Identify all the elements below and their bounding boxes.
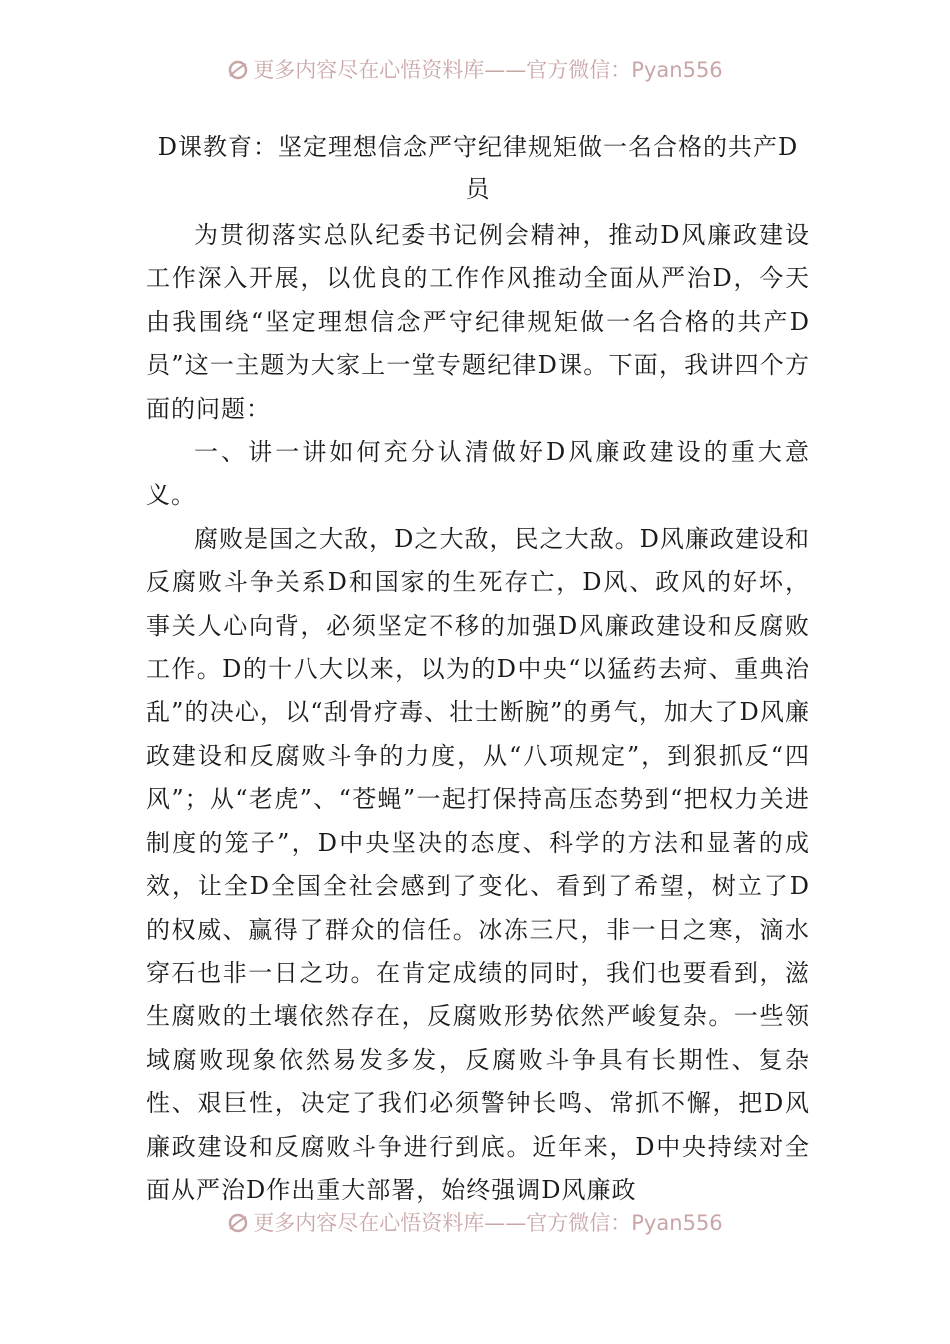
paragraph-body: 腐败是国之大敌，D之大敌，民之大敌。D风廉政建设和反腐败斗争关系D和国家的生死存亡，D风、政风的好坏，事关人心向背，必须坚定不移的加强D风廉政建设和反腐败工作。D的十八大以来，以为的D中央“以猛药去疴、重典治乱”的决心，以“刮骨疗毒、壮士断腕”的勇气，加大了D风廉政建设和反腐败斗争的力度，从“八项规定”，到狠抓反“四风”；从“老虎”、“苍蝇”一起打保持高压态势到“把权力关进制度的笼子”，D中央坚决的态度、科学的方法和显著的成效，让全D全国全社会感到了变化、看到了希望，树立了D的权威、赢得了群众的信任。冰冻三尺，非一日之寒，滴水穿石也非一日之功。在肯定成绩的同时，我们也要看到，滋生腐败的土壤依然存在，反腐败形势依然严峻复杂。一些领域腐败现象依然易发多发，反腐败斗争具有长期性、复杂性、艰巨性，决定了我们必须警钟长鸣、常抓不懈，把D风廉政建设和反腐败斗争进行到底。近年来，D中央持续对全面从严治D作出重大部署，始终强调D风廉政 <box>146 524 810 1204</box>
watermark-logo-icon <box>227 59 249 81</box>
document-body <box>146 126 810 1212</box>
document-title: D课教育：坚定理想信念严守纪律规矩做一名合格的共产D员 <box>157 133 799 203</box>
paragraph-intro: 为贯彻落实总队纪委书记例会精神，推动D风廉政建设工作深入开展，以优良的工作作风推动全面从严治D，今天由我围绕“坚定理想信念严守纪律规矩做一名合格的共产D员”这一主题为大家上一堂专题纪律D课。下面，我讲四个方面的问题： <box>146 221 810 423</box>
watermark-text: 更多内容尽在心悟资料库——官方微信：Pyan556 <box>253 1211 723 1235</box>
section-heading-1: 一、讲一讲如何充分认清做好D风廉政建设的重大意义。 <box>146 438 810 510</box>
watermark-text: 更多内容尽在心悟资料库——官方微信：Pyan556 <box>253 58 723 82</box>
watermark-logo-icon <box>227 1212 249 1234</box>
watermark-header <box>0 55 950 85</box>
watermark-footer <box>0 1208 950 1238</box>
